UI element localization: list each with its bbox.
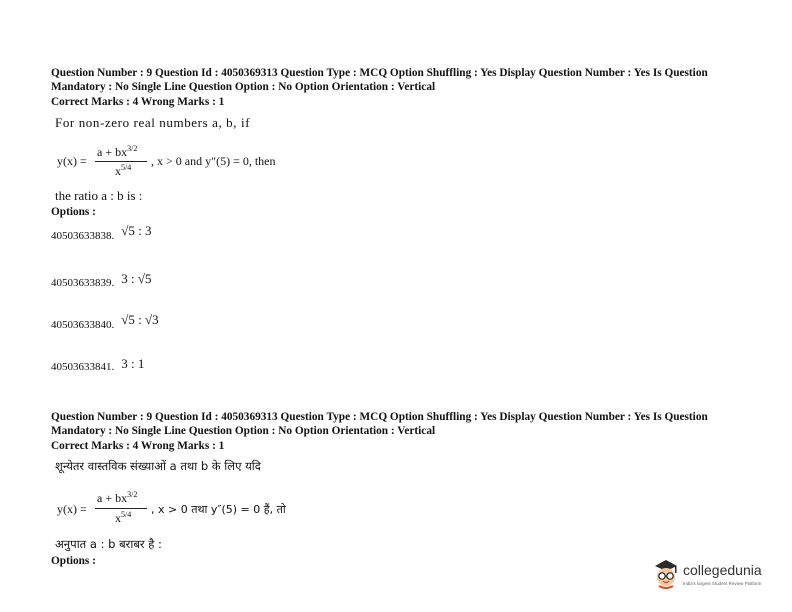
option-text: √5 : √3 xyxy=(121,312,159,327)
formula-lhs: y(x) = xyxy=(57,502,87,516)
ratio-line: the ratio a : b is : xyxy=(55,188,143,203)
mascot-icon xyxy=(651,556,681,590)
option-id: 40503633839. xyxy=(51,277,115,289)
question-header-line1: Question Number : 9 Question Id : 4050369313 Question Type : MCQ Option Shuffling : Yes Display Question Number : Yes Is Question xyxy=(51,67,708,79)
options-label: Options : xyxy=(51,206,96,218)
ratio-line: अनुपात a : b बराबर है : xyxy=(55,537,162,551)
collegedunia-logo xyxy=(651,556,771,592)
question-intro: For non-zero real numbers a, b, if xyxy=(55,115,251,130)
option-id: 40503633841. xyxy=(51,361,115,373)
option-row[interactable] xyxy=(51,312,159,333)
option-row[interactable] xyxy=(51,223,152,244)
formula-denominator: $x^{5/4}$ xyxy=(115,163,132,178)
formula-numerator: $a + bx^{3/2}$ xyxy=(97,144,138,159)
marks-line: Correct Marks : 4 Wrong Marks : 1 xyxy=(51,96,225,108)
formula-denominator: $x^{5/4}$ xyxy=(115,510,132,525)
question-intro: शून्येतर वास्तविक संख्याओं a तथा b के लिए यदि xyxy=(55,459,261,473)
option-text: 3 : √5 xyxy=(121,271,152,286)
option-row[interactable] xyxy=(51,357,144,375)
fraction-bar xyxy=(95,508,147,509)
logo-tagline: India's largest Student Review Platform xyxy=(683,581,762,586)
option-row[interactable] xyxy=(51,273,152,291)
options-label: Options : xyxy=(51,555,96,567)
formula-numerator: $a + bx^{3/2}$ xyxy=(97,490,138,505)
option-text: 3 : 1 xyxy=(121,356,145,371)
formula-lhs: y(x) = xyxy=(57,154,87,168)
question-header-line2: Mandatory : No Single Line Question Option : No Option Orientation : Vertical xyxy=(51,425,436,437)
question-header-line2: Mandatory : No Single Line Question Option : No Option Orientation : Vertical xyxy=(51,81,436,93)
option-id: 40503633840. xyxy=(51,319,115,331)
fraction-bar xyxy=(95,161,147,162)
option-id: 40503633838. xyxy=(51,230,115,242)
marks-line: Correct Marks : 4 Wrong Marks : 1 xyxy=(51,440,225,452)
logo-brand: collegedunia xyxy=(683,562,762,578)
formula-condition: , x > 0 तथा y″(5) = 0 हैं, तो xyxy=(151,503,286,516)
formula-condition: , x > 0 and y″(5) = 0, then xyxy=(151,154,276,168)
question-header-line1: Question Number : 9 Question Id : 4050369313 Question Type : MCQ Option Shuffling : Yes Display Question Number : Yes Is Question xyxy=(51,411,708,423)
option-text: √5 : 3 xyxy=(121,223,152,238)
